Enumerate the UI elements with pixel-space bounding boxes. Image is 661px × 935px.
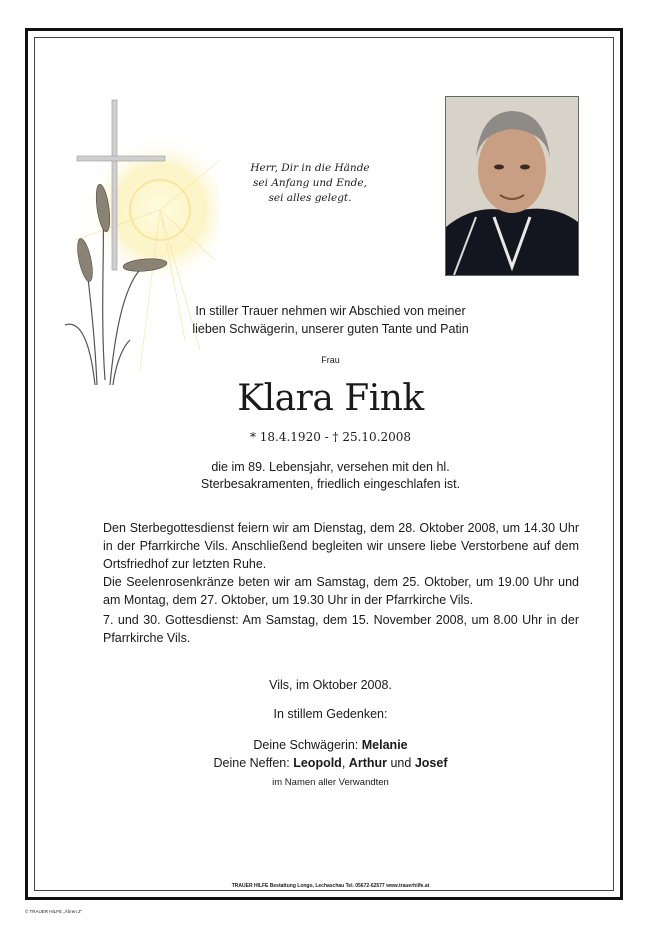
conjunction: und bbox=[390, 756, 412, 770]
passing-line-1: die im 89. Lebensjahr, versehen mit den hl. bbox=[211, 460, 450, 474]
quote-line-2: sei Anfang und Ende, bbox=[253, 177, 367, 189]
design-credit: © TRAUER HILFE „Ähren 2" bbox=[25, 909, 83, 914]
bible-quote bbox=[230, 161, 390, 206]
relatives-note: im Namen aller Verwandten bbox=[272, 777, 389, 788]
family-list bbox=[0, 736, 661, 772]
nephew-name: Arthur bbox=[348, 756, 387, 770]
intro-text bbox=[0, 302, 661, 338]
rosary-paragraph: Die Seelenrosenkränze beten wir am Samstag, dem 25. Oktober, um 19.00 Uhr und am Montag, dem 27. Oktober, um 19.30 Uhr in der Pfarrkirche Vils. bbox=[103, 575, 579, 607]
memorial-mass-paragraph: 7. und 30. Gottesdienst: Am Samstag, dem 15. November 2008, um 8.00 Uhr in der Pfarrkirche Vils. bbox=[103, 613, 579, 645]
quote-line-3: sei alles gelegt. bbox=[268, 192, 352, 204]
separator: , bbox=[341, 756, 346, 770]
nephew-name: Josef bbox=[414, 756, 448, 770]
intro-line-1: In stiller Trauer nehmen wir Abschied von meiner bbox=[195, 304, 466, 318]
nephews-label: Deine Neffen: bbox=[213, 756, 290, 770]
place-date: Vils, im Oktober 2008. bbox=[269, 678, 392, 692]
intro-line-2: lieben Schwägerin, unserer guten Tante und Patin bbox=[192, 322, 469, 336]
in-memory-heading: In stillem Gedenken: bbox=[273, 707, 388, 721]
passing-line-2: Sterbesakramenten, friedlich eingeschlafen ist. bbox=[200, 477, 461, 491]
family-line-sister bbox=[0, 736, 661, 754]
family-line-nephews bbox=[0, 754, 661, 772]
cross-with-wheat-icon bbox=[45, 90, 220, 390]
sister-label: Deine Schwägerin: bbox=[253, 738, 359, 752]
deceased-name: Klara Fink bbox=[237, 378, 424, 419]
quote-line-1: Herr, Dir in die Hände bbox=[250, 162, 370, 174]
sister-name: Melanie bbox=[361, 738, 408, 752]
life-dates: * 18.4.1920 - † 25.10.2008 bbox=[249, 430, 412, 444]
nephew-name: Leopold bbox=[293, 756, 342, 770]
footer-imprint: TRAUER HILFE Bestattung Longo, Lechaschau Tel. 05672-62577 www.trauerhilfe.at bbox=[231, 883, 430, 889]
funeral-service-paragraph: Den Sterbegottesdienst feiern wir am Dienstag, dem 28. Oktober 2008, um 14.30 Uhr in der Pfarrkirche Vils. Anschließend begleiten wir unsere liebe Verstorbene auf dem Ortsfriedhof zur letzten Ruhe. bbox=[103, 521, 579, 571]
portrait-photo bbox=[445, 96, 579, 276]
salutation: Frau bbox=[321, 355, 340, 365]
passing-text bbox=[0, 459, 661, 493]
